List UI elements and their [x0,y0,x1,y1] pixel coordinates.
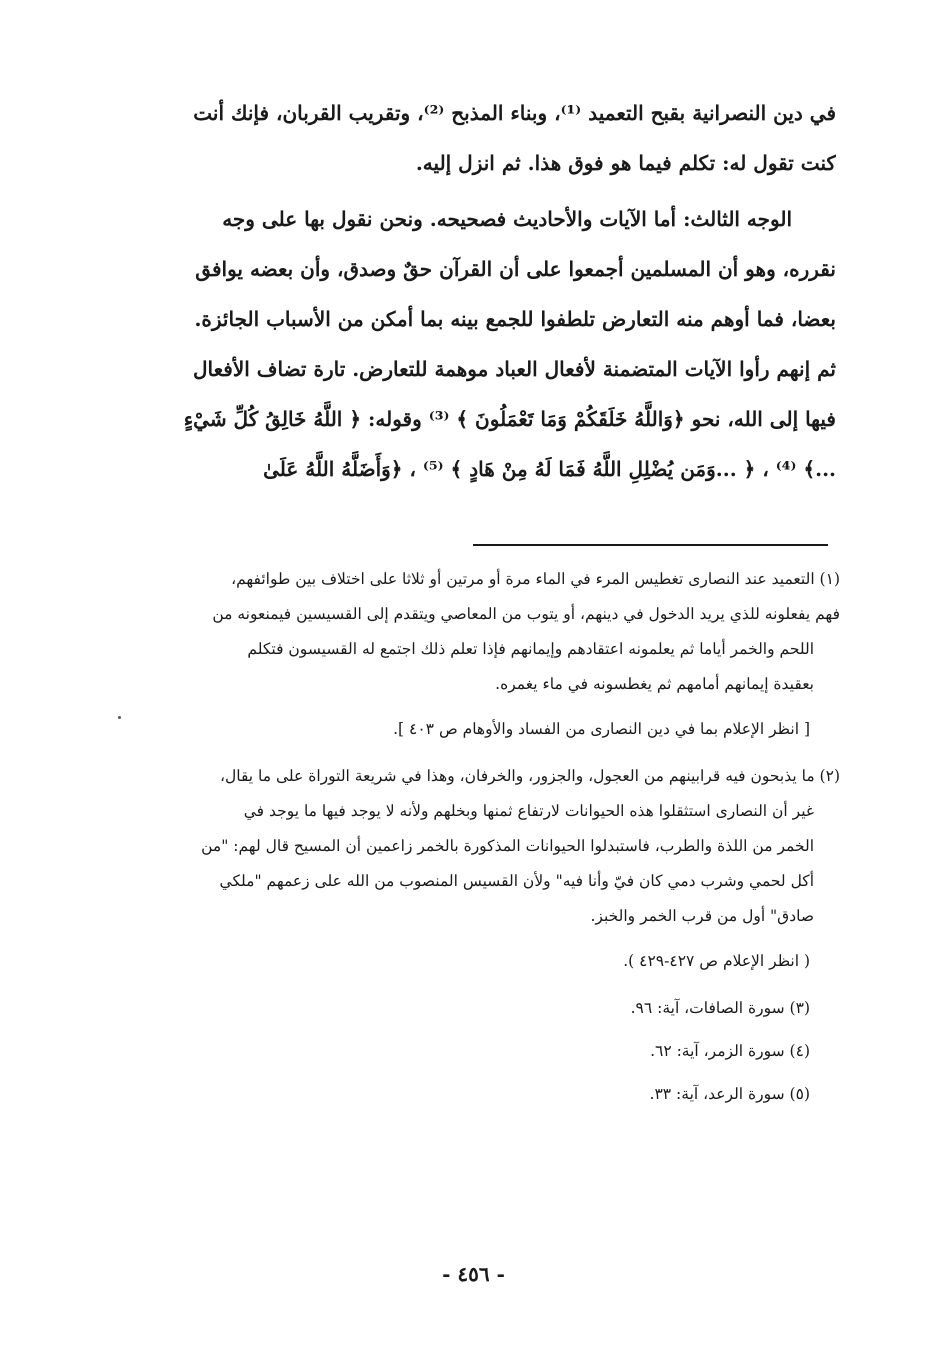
main-text [92,88,836,494]
footnote-1 [88,562,840,747]
text-line: بعضا، فما أوهم منه التعارض تلطفوا للجمع بينه بما أمكن من الأسباب الجائزة. [194,307,836,331]
paragraph-1 [92,88,836,188]
page-number: - ٤٥٦ - [442,1262,505,1286]
footnotes [88,562,840,1112]
footnote-line: صادق" أول من قرب الخمر والخبز. [590,907,814,925]
text-line: كنت تقول له: تكلم فيما هو فوق هذا. ثم انزل إليه. [415,151,836,175]
footnote-line: اللحم والخمر أياما ثم يعلمونه اعتقادهم وإيمانهم فإذا تعلم ذلك اجتمع له القسيسون فتكلم [247,640,814,658]
text-line: في دين النصرانية بقبح التعميد ⁽¹⁾، وبناء المذبح ⁽²⁾، وتقريب القربان، فإنك أنت [193,101,836,125]
footnote-line: بعقيدة إيمانهم أمامهم ثم يغطسونه في ماء يغمره. [495,675,814,693]
text-line: نقرره، وهو أن المسلمين أجمعوا على أن القرآن حقٌ وصدق، وأن بعضه يوافق [195,257,836,281]
text-line: الوجه الثالث: أما الآيات والأحاديث فصحيحه. ونحن نقول بها على وجه [222,207,792,231]
footnote-5: (٥) سورة الرعد، آية: ٣٣. [649,1085,810,1103]
footnote-reference: ( انظر الإعلام ص ٤٢٧-٤٢٩ ). [623,952,810,970]
footnote-3: (٣) سورة الصافات، آية: ٩٦. [630,999,810,1017]
footnote-line: (١) التعميد عند النصارى تغطيس المرء في الماء مرة أو مرتين أو ثلاثا على اختلاف بين طوائفهم، [231,570,840,588]
footnote-line: (٢) ما يذبحون فيه قرابينهم من العجول، والجزور، والخرفان، وهذا في شريعة التوراة على ما يقال، [219,767,840,785]
speck [118,716,121,719]
quran-verse-line: ...﴾ ⁽⁴⁾ ، ﴿ ...وَمَن يُضْلِلِ اللَّهُ فَمَا لَهُ مِنْ هَادٍ ﴾ ⁽⁵⁾ ، ﴿وَأَضَلَّهُ اللَّهُ عَلَىٰ [263,457,836,481]
footnote-line: الخمر من اللذة والطرب، فاستبدلوا الحيوانات المذكورة بالخمر زاعمين أن المسيح قال لهم: "من [201,837,814,855]
quran-verse-line: فيها إلى الله، نحو ﴿وَاللَّهُ خَلَقَكُمْ وَمَا تَعْمَلُونَ ﴾ ⁽³⁾ وقوله: ﴿ اللَّهُ خَالِقُ كُلِّ شَيْءٍ [183,407,836,431]
paragraph-2 [92,194,836,494]
footnote-4: (٤) سورة الزمر، آية: ٦٢. [650,1042,810,1060]
footnote-line: فهم يفعلونه للذي يريد الدخول في دينهم، أو يتوب من المعاصي ويتقدم إلى القسيسين فيمنعونه من [212,605,840,623]
footnote-separator [473,544,828,546]
text-line: ثم إنهم رأوا الآيات المتضمنة لأفعال العباد موهمة للتعارض. تارة تضاف الأفعال [193,357,836,381]
footnote-line: أكل لحمي وشرب دمي كان فيّ وأنا فيه" ولأن القسيس المنصوب من الله على زعمهم "ملكي [219,872,814,890]
footnote-reference: [ انظر الإعلام بما في دين النصارى من الفساد والأوهام ص ٤٠٣ ]. [393,720,810,738]
footnote-2 [88,759,840,979]
footnote-line: غير أن النصارى استثقلوا هذه الحيوانات لارتفاع ثمنها وبخلهم ولأنه لا يوجد فيها ما يوجد في [243,802,814,820]
